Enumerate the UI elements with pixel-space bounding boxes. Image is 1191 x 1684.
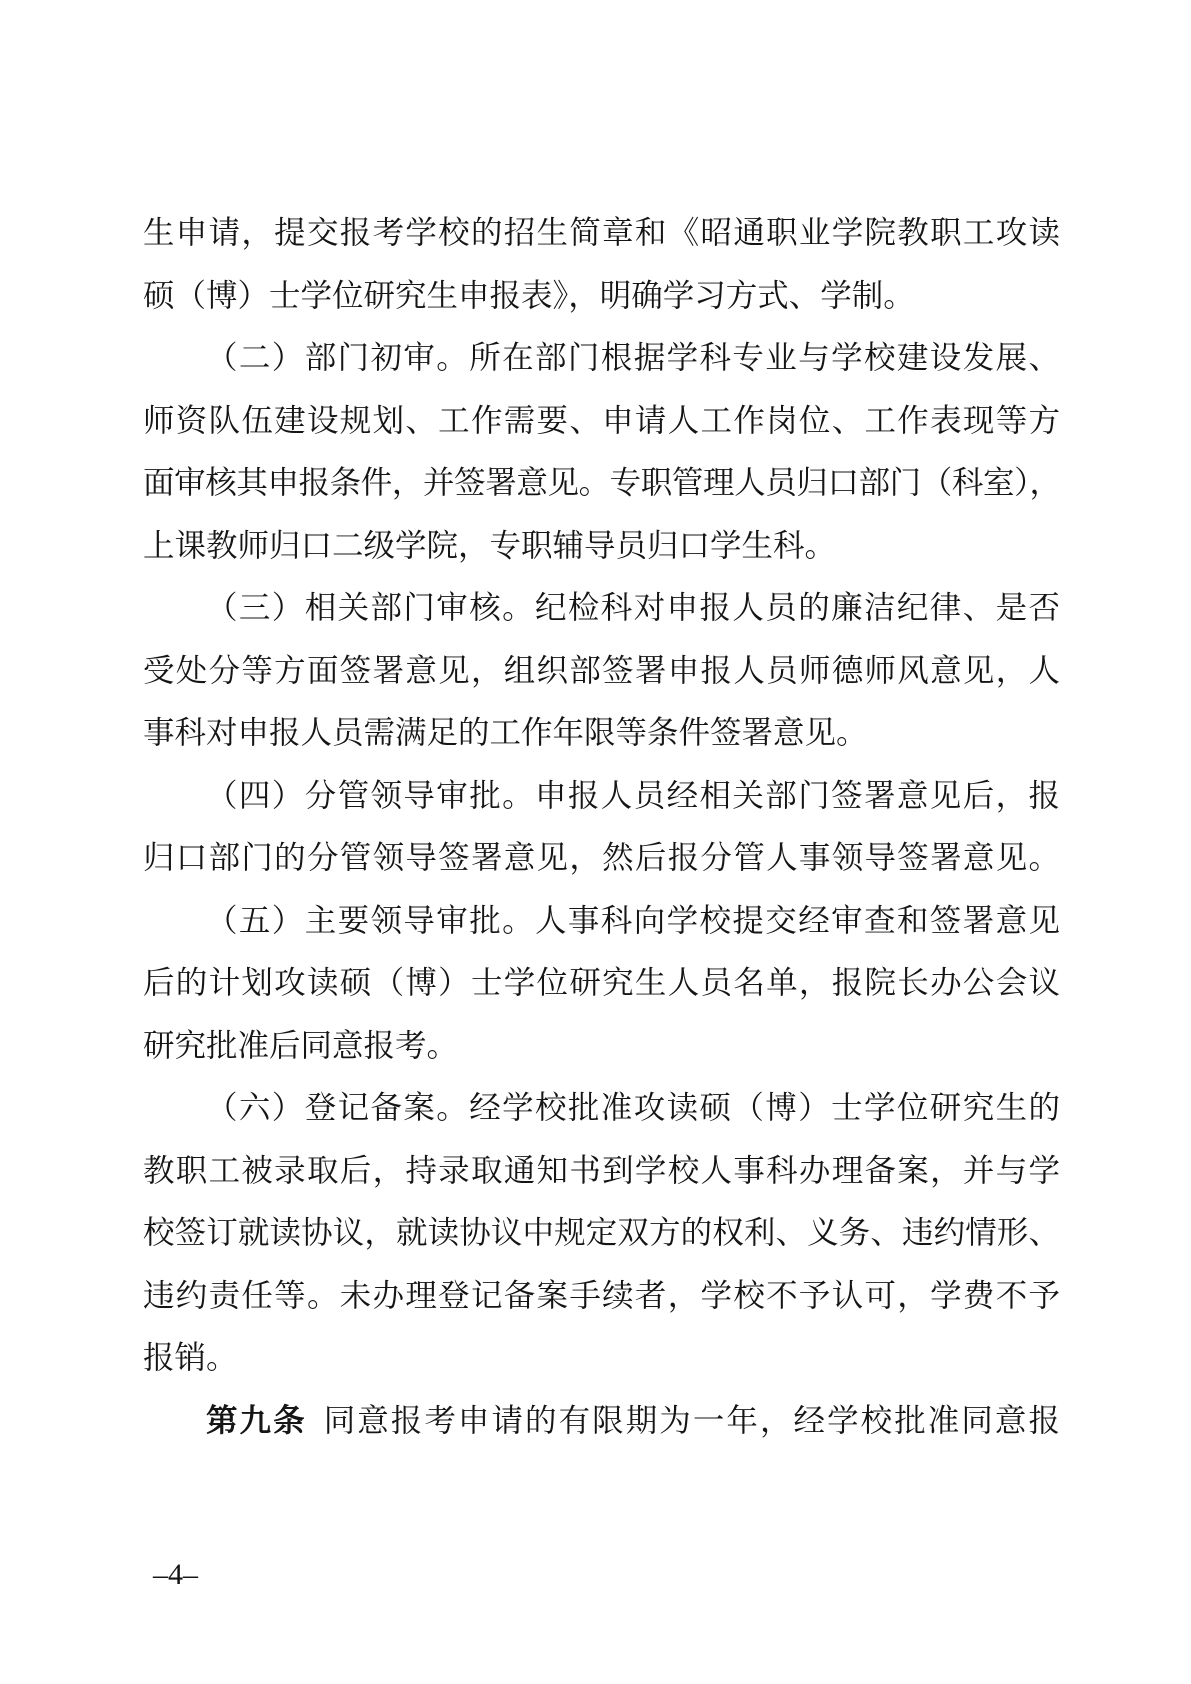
text-line: 生申请，提交报考学校的招生简章和《昭通职业学院教职工攻读 (143, 215, 1060, 250)
text-line: 上课教师归口二级学院，专职辅导员归口学生科。 (143, 527, 837, 563)
text-line: 研究批准后同意报考。 (143, 1027, 459, 1063)
text-line: （六）登记备案。经学校批准攻读硕（博）士学位研究生的 (206, 1090, 1060, 1125)
page-number: –4– (153, 1558, 198, 1591)
text-line (143, 1390, 1060, 1453)
text-line: （五）主要领导审批。人事科向学校提交经审查和签署意见 (206, 902, 1060, 938)
text-line: 师资队伍建设规划、工作需要、申请人工作岗位、工作表现等方 (143, 402, 1060, 438)
text-line: 归口部门的分管领导签署意见，然后报分管人事领导签署意见。 (143, 840, 1060, 875)
text-line: 受处分等方面签署意见，组织部签署申报人员师德师风意见，人 (143, 652, 1060, 688)
text-line: 教职工被录取后，持录取通知书到学校人事科办理备案，并与学 (143, 1152, 1060, 1188)
article-text: 同意报考申请的有限期为一年，经学校批准同意报 (323, 1402, 1060, 1438)
text-line: 事科对申报人员需满足的工作年限等条件签署意见。 (143, 715, 868, 750)
text-line: 报销。 (143, 1340, 238, 1375)
text-line: （二）部门初审。所在部门根据学科专业与学校建设发展、 (206, 340, 1060, 375)
text-line: 违约责任等。未办理登记备案手续者，学校不予认可，学费不予 (143, 1277, 1060, 1313)
document-body (143, 202, 1060, 1452)
text-line: （四）分管领导审批。申报人员经相关部门签署意见后，报 (206, 777, 1060, 813)
article-number: 第九条 (206, 1402, 307, 1438)
text-line: 校签订就读协议，就读协议中规定双方的权利、义务、违约情形、 (143, 1215, 1060, 1250)
text-line: 硕（博）士学位研究生申报表》，明确学习方式、学制。 (143, 277, 915, 313)
text-line: 面审核其申报条件，并签署意见。专职管理人员归口部门（科室）， (143, 465, 1060, 500)
text-line: （三）相关部门审核。纪检科对申报人员的廉洁纪律、是否 (206, 590, 1060, 625)
text-line: 后的计划攻读硕（博）士学位研究生人员名单，报院长办公会议 (143, 965, 1060, 1000)
